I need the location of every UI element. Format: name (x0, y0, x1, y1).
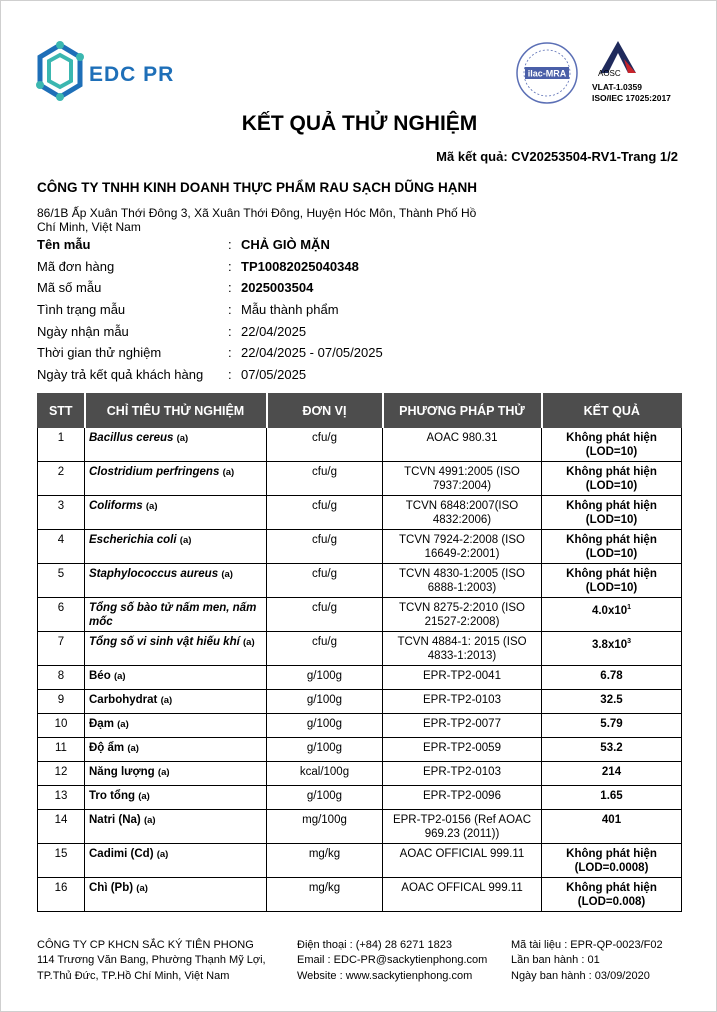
ilac-mra-seal-icon (515, 41, 579, 105)
result-text: 6.78 (600, 670, 623, 682)
row-test-name (85, 666, 267, 690)
accreditation-tag: (a) (138, 791, 150, 802)
row-unit: g/100g (267, 690, 383, 714)
row-result (542, 844, 682, 878)
result-text: 1.65 (600, 790, 623, 802)
aosc-label: AOSC (598, 69, 621, 78)
row-stt: 2 (38, 462, 85, 496)
table-row (38, 810, 682, 844)
row-result (542, 496, 682, 530)
row-test-name (85, 714, 267, 738)
table-row (38, 786, 682, 810)
result-text: Không phát hiện (LOD=10) (566, 534, 657, 560)
accreditation-tag: (a) (160, 695, 173, 706)
row-stt: 4 (38, 530, 85, 564)
accreditation-tag: (a) (176, 433, 189, 444)
edc-pr-logo-icon (35, 41, 85, 105)
row-result (542, 564, 682, 598)
row-stt: 5 (38, 564, 85, 598)
table-row (38, 714, 682, 738)
iso-standard: ISO/IEC 17025:2017 (592, 93, 671, 103)
table-row (38, 462, 682, 496)
table-row (38, 632, 682, 666)
row-test-name (85, 786, 267, 810)
row-stt: 10 (38, 714, 85, 738)
row-result (542, 786, 682, 810)
result-code: Mã kết quả: CV20253504-RV1-Trang 1/2 (436, 149, 678, 164)
row-unit: cfu/g (267, 530, 383, 564)
row-result (542, 666, 682, 690)
test-name-text: Béo (89, 670, 111, 682)
accreditation-tag: (a) (221, 569, 233, 580)
ilac-label: ilac-MRA (527, 68, 567, 79)
row-method: EPR-TP2-0103 (383, 690, 542, 714)
table-row (38, 496, 682, 530)
accreditation-tag: (a) (113, 671, 126, 682)
row-stt: 13 (38, 786, 85, 810)
row-method: EPR-TP2-0077 (383, 714, 542, 738)
table-row (38, 530, 682, 564)
accreditation-tag: (a) (117, 719, 129, 730)
row-test-name (85, 496, 267, 530)
test-name-text: Chì (Pb) (89, 882, 134, 894)
result-text: Không phát hiện (LOD=0.0008) (566, 848, 657, 874)
test-name-text: Độ ẩm (89, 742, 125, 754)
row-stt: 11 (38, 738, 85, 762)
footer-line: Mã tài liệu : EPR-QP-0023/F02 (511, 939, 663, 951)
result-text: Không phát hiện (LOD=10) (566, 466, 657, 492)
accreditation-tag: (a) (222, 467, 235, 478)
footer-line: Ngày ban hành : 03/09/2020 (511, 969, 650, 982)
row-unit: g/100g (267, 714, 383, 738)
row-method: EPR-TP2-0041 (383, 666, 542, 690)
row-unit: cfu/g (267, 496, 383, 530)
row-stt: 6 (38, 598, 85, 632)
row-result (542, 738, 682, 762)
accreditation-tag: (a) (145, 501, 158, 512)
info-value: Mẫu thành phẩm (241, 302, 339, 318)
row-unit: cfu/g (267, 428, 383, 462)
row-result (542, 598, 682, 632)
row-unit: cfu/g (267, 564, 383, 598)
test-name-text: Bacillus cereus (89, 432, 174, 444)
info-label: Mã đơn hàng (37, 258, 115, 274)
customer-address: 86/1B Ấp Xuân Thới Đông 3, Xã Xuân Thới Đông, Huyện Hóc Môn, Thành Phố Hồ Chí Minh, Việt Nam (37, 206, 477, 234)
footer-line: Điện thoại : (+84) 28 6271 1823 (297, 939, 453, 951)
info-value: TP10082025040348 (241, 258, 359, 274)
header-test: CHỈ TIÊU THỬ NGHIỆM (85, 394, 267, 428)
row-stt: 15 (38, 844, 85, 878)
row-method: EPR-TP2-0103 (383, 762, 542, 786)
row-result (542, 762, 682, 786)
table-row (38, 598, 682, 632)
footer-line: 114 Trương Văn Bang, Phường Thạnh Mỹ Lợi, (37, 954, 266, 967)
table-row (38, 690, 682, 714)
row-method: TCVN 4884-1: 2015 (ISO 4833-1:2013) (383, 632, 542, 666)
info-label: Mã số mẫu (37, 280, 102, 296)
row-result (542, 878, 682, 912)
row-method: EPR-TP2-0059 (383, 738, 542, 762)
row-method: TCVN 6848:2007(ISO 4832:2006) (383, 496, 542, 530)
row-method: TCVN 4830-1:2005 (ISO 6888-1:2003) (383, 564, 542, 598)
result-text: 5.79 (600, 718, 623, 730)
test-name-text: Tro tổng (89, 790, 135, 802)
row-stt: 1 (38, 428, 85, 462)
row-result (542, 428, 682, 462)
info-label: Ngày trả kết quả khách hàng (37, 367, 204, 383)
table-row (38, 844, 682, 878)
row-unit: mg/kg (267, 844, 383, 878)
accreditation-tag: (a) (157, 767, 170, 778)
accreditation-tag: (a) (179, 535, 192, 546)
info-label: Thời gian thử nghiệm (37, 345, 162, 361)
row-result (542, 632, 682, 666)
footer-line: Website : www.sackytienphong.com (297, 969, 473, 982)
info-label: Ngày nhận mẫu (37, 323, 129, 339)
footer-line: TP.Thủ Đức, TP.Hồ Chí Minh, Việt Nam (37, 969, 230, 982)
test-name-text: Cadimi (Cd) (89, 848, 154, 860)
row-result (542, 714, 682, 738)
row-result (542, 690, 682, 714)
results-table (37, 393, 682, 912)
row-method: TCVN 7924-2:2008 (ISO 16649-2:2001) (383, 530, 542, 564)
row-test-name (85, 690, 267, 714)
footer-line: Email : EDC-PR@sackytienphong.com (297, 954, 488, 967)
info-value: 07/05/2025 (241, 367, 307, 383)
footer-contact (297, 938, 487, 984)
row-unit: cfu/g (267, 598, 383, 632)
info-value: 22/04/2025 (241, 323, 307, 339)
row-test-name (85, 428, 267, 462)
result-text: Không phát hiện (LOD=0.008) (566, 882, 657, 908)
test-name-text: Staphylococcus aureus (89, 568, 219, 580)
row-stt: 8 (38, 666, 85, 690)
row-stt: 7 (38, 632, 85, 666)
info-value: CHẢ GIÒ MẶN (241, 237, 330, 252)
test-name-text: Clostridium perfringens (89, 466, 220, 478)
row-test-name (85, 564, 267, 598)
result-text: 32.5 (600, 694, 623, 706)
row-result (542, 810, 682, 844)
info-label: Tình trạng mẫu (37, 302, 126, 318)
row-result (542, 462, 682, 496)
row-test-name (85, 762, 267, 786)
row-stt: 9 (38, 690, 85, 714)
result-text: 214 (601, 766, 622, 778)
test-name-text: Tổng số bào tử nấm men, nấm mốc (89, 602, 257, 628)
accreditation-tag: (a) (243, 637, 255, 648)
vlat-number: VLAT-1.0359 (592, 82, 642, 92)
footer-line: Lần ban hành : 01 (511, 954, 600, 967)
table-row (38, 428, 682, 462)
row-result (542, 530, 682, 564)
result-text: 401 (601, 814, 622, 826)
report-title: KẾT QUẢ THỬ NGHIỆM (241, 112, 478, 135)
header-unit: ĐƠN VỊ (267, 394, 383, 428)
row-test-name (85, 878, 267, 912)
row-stt: 3 (38, 496, 85, 530)
result-exponent: 1 (627, 604, 632, 611)
test-name-text: Escherichia coli (89, 534, 177, 546)
row-stt: 12 (38, 762, 85, 786)
result-text: 53.2 (600, 742, 623, 754)
brand-name: EDC PR (89, 63, 175, 86)
accreditation-tag: (a) (127, 743, 139, 754)
customer-company: CÔNG TY TNHH KINH DOANH THỰC PHẨM RAU SẠCH DŨNG HẠNH (37, 180, 477, 195)
result-text: Không phát hiện (LOD=10) (566, 432, 657, 458)
accreditation-tag: (a) (156, 849, 169, 860)
row-unit: cfu/g (267, 462, 383, 496)
table-row (38, 564, 682, 598)
row-method: TCVN 4991:2005 (ISO 7937:2004) (383, 462, 542, 496)
header-result: KẾT QUẢ (542, 394, 682, 428)
footer-company (37, 938, 266, 984)
result-exponent: 3 (627, 638, 632, 645)
row-unit: g/100g (267, 666, 383, 690)
result-text: 3.8x10 (591, 638, 628, 651)
footer-document (511, 938, 663, 984)
test-name-text: Đạm (89, 718, 114, 730)
row-stt: 14 (38, 810, 85, 844)
table-row (38, 666, 682, 690)
header-stt: STT (38, 394, 85, 428)
row-method: AOAC 980.31 (383, 428, 542, 462)
result-text: Không phát hiện (LOD=10) (566, 500, 657, 526)
test-name-text: Tổng số vi sinh vật hiếu khí (89, 636, 240, 648)
test-name-text: Coliforms (89, 500, 143, 512)
row-test-name (85, 632, 267, 666)
table-row (38, 738, 682, 762)
test-name-text: Carbohydrat (89, 694, 158, 706)
footer-line: CÔNG TY CP KHCN SẮC KÝ TIÊN PHONG (37, 939, 254, 951)
row-unit: kcal/100g (267, 762, 383, 786)
accreditation-tag: (a) (143, 815, 156, 826)
row-stt: 16 (38, 878, 85, 912)
row-unit: mg/100g (267, 810, 383, 844)
row-method: AOAC OFFICAL 999.11 (383, 878, 542, 912)
row-test-name (85, 530, 267, 564)
row-test-name (85, 844, 267, 878)
table-row (38, 762, 682, 786)
row-test-name (85, 810, 267, 844)
row-unit: cfu/g (267, 632, 383, 666)
accreditation-tag: (a) (136, 883, 148, 894)
row-test-name (85, 738, 267, 762)
row-method: TCVN 8275-2:2010 (ISO 21527-2:2008) (383, 598, 542, 632)
result-text: 4.0x10 (591, 604, 628, 617)
row-unit: mg/kg (267, 878, 383, 912)
table-row (38, 878, 682, 912)
table-header-row (38, 394, 682, 428)
row-method: EPR-TP2-0096 (383, 786, 542, 810)
test-name-text: Năng lượng (89, 766, 155, 778)
test-name-text: Natri (Na) (89, 814, 141, 826)
info-value: 22/04/2025 - 07/05/2025 (241, 345, 383, 361)
header-method: PHƯƠNG PHÁP THỬ (383, 394, 542, 428)
row-method: EPR-TP2-0156 (Ref AOAC 969.23 (2011)) (383, 810, 542, 844)
report-page: EDC PR ilac-MRA AOSC VLAT-1.0359 ISO/IEC 17025:2017 KẾT QUẢ THỬ NGHIỆM Mã kết quả: CV20253504-RV1-Trang 1/2 CÔNG TY TNHH KINH DOANH THỰC PHẨM RAU SẠCH DŨNG HẠNH 86/1B Ấp Xuân Thới Đông 3, Xã Xuân Thới Đông, Huyện Hóc Môn, Thành Phố Hồ Chí Minh, Việt Nam Tên mẫu : CHẢ GIÒ MẶN Mã đơn hàng : TP10082025040348 Mã số mẫu : 2025003504 Tình trạng mẫu : Mẫu thành phẩm Ngày nhận mẫu : 22/04/2025 Thời gian thử nghiệm : 22/04/2025 - 07/05/2025 Ngày trả kết quả khách hàng : 07/05/2025 STT CHỈ TIÊU THỬ NGHIỆM ĐƠN VỊ PHƯƠNG PHÁP THỬ KẾT QUẢ 1 Bacillus cereus (a) cfu/g AOAC 980.31 Không phát hiện (LOD=10) 2 Clostridium perfringens (a) cfu/g TCVN 4991:2005 (ISO 7937:2004) Không phát hiện (LOD=10) 3 Coliforms (a) cfu/g TCVN 6848:2007(ISO 4832:2006) Không phát hiện (LOD=10) 4 Escherichia coli (a) cfu/g TCVN 7924-2:2008 (ISO 16649-2:2001) Không phát hiện (LOD=10) 5 Staphylococcus aureus (a) cfu/g TCVN 4830-1:2005 (ISO 6888-1:2003) Không phát hiện (LOD=10) 6 Tổng số bào tử nấm men, nấm mốc cfu/g TCVN 8275-2:2010 (ISO 21527-2:2008) $4.0x10^1$ 7 Tổng số vi sinh vật hiếu khí (a) cfu/g TCVN 4884-1: 2015 (ISO 4833-1:2013) $3.8x10^3$ 8 Béo (a) g/100g EPR-TP2-0041 6.78 9 Carbohydrat (a) g/100g EPR-TP2-0103 32.5 10 Đạm (a) g/100g EPR-TP2-0077 5.79 11 Độ ẩm (a) g/100g EPR-TP2-0059 53.2 12 Năng lượng (a) kcal/100g EPR-TP2-0103 214 13 Tro tổng (a) g/100g EPR-TP2-0096 1.65 14 Natri (Na) (a) mg/100g EPR-TP2-0156 (Ref AOAC 969.23 (2011)) 401 15 Cadimi (Cd) (a) mg/kg AOAC OFFICIAL 999.11 Không phát hiện (LOD=0.0008) 16 Chì (Pb) (a) mg/kg AOAC OFFICAL 999.11 Không phát hiện (LOD=0.008) CÔNG TY CP KHCN SẮC KÝ TIÊN PHONG 114 Trương Văn Bang, Phường Thạnh Mỹ Lợi, TP.Thủ Đức, TP.Hồ Chí Minh, Việt Nam Điện thoại : (+84) 28 6271 1823 Email : EDC-PR@sackytienphong.com Website : www.sackytienphong.com Mã tài liệu : EPR-QP-0023/F02 Lần ban hành : 01 Ngày ban hành : 03/09/2020 (0, 0, 717, 1012)
row-method: AOAC OFFICIAL 999.11 (383, 844, 542, 878)
row-test-name (85, 598, 267, 632)
row-test-name (85, 462, 267, 496)
row-unit: g/100g (267, 738, 383, 762)
row-unit: g/100g (267, 786, 383, 810)
info-value: 2025003504 (241, 280, 314, 296)
result-text: Không phát hiện (LOD=10) (566, 568, 657, 594)
info-label: Tên mẫu (37, 237, 91, 252)
